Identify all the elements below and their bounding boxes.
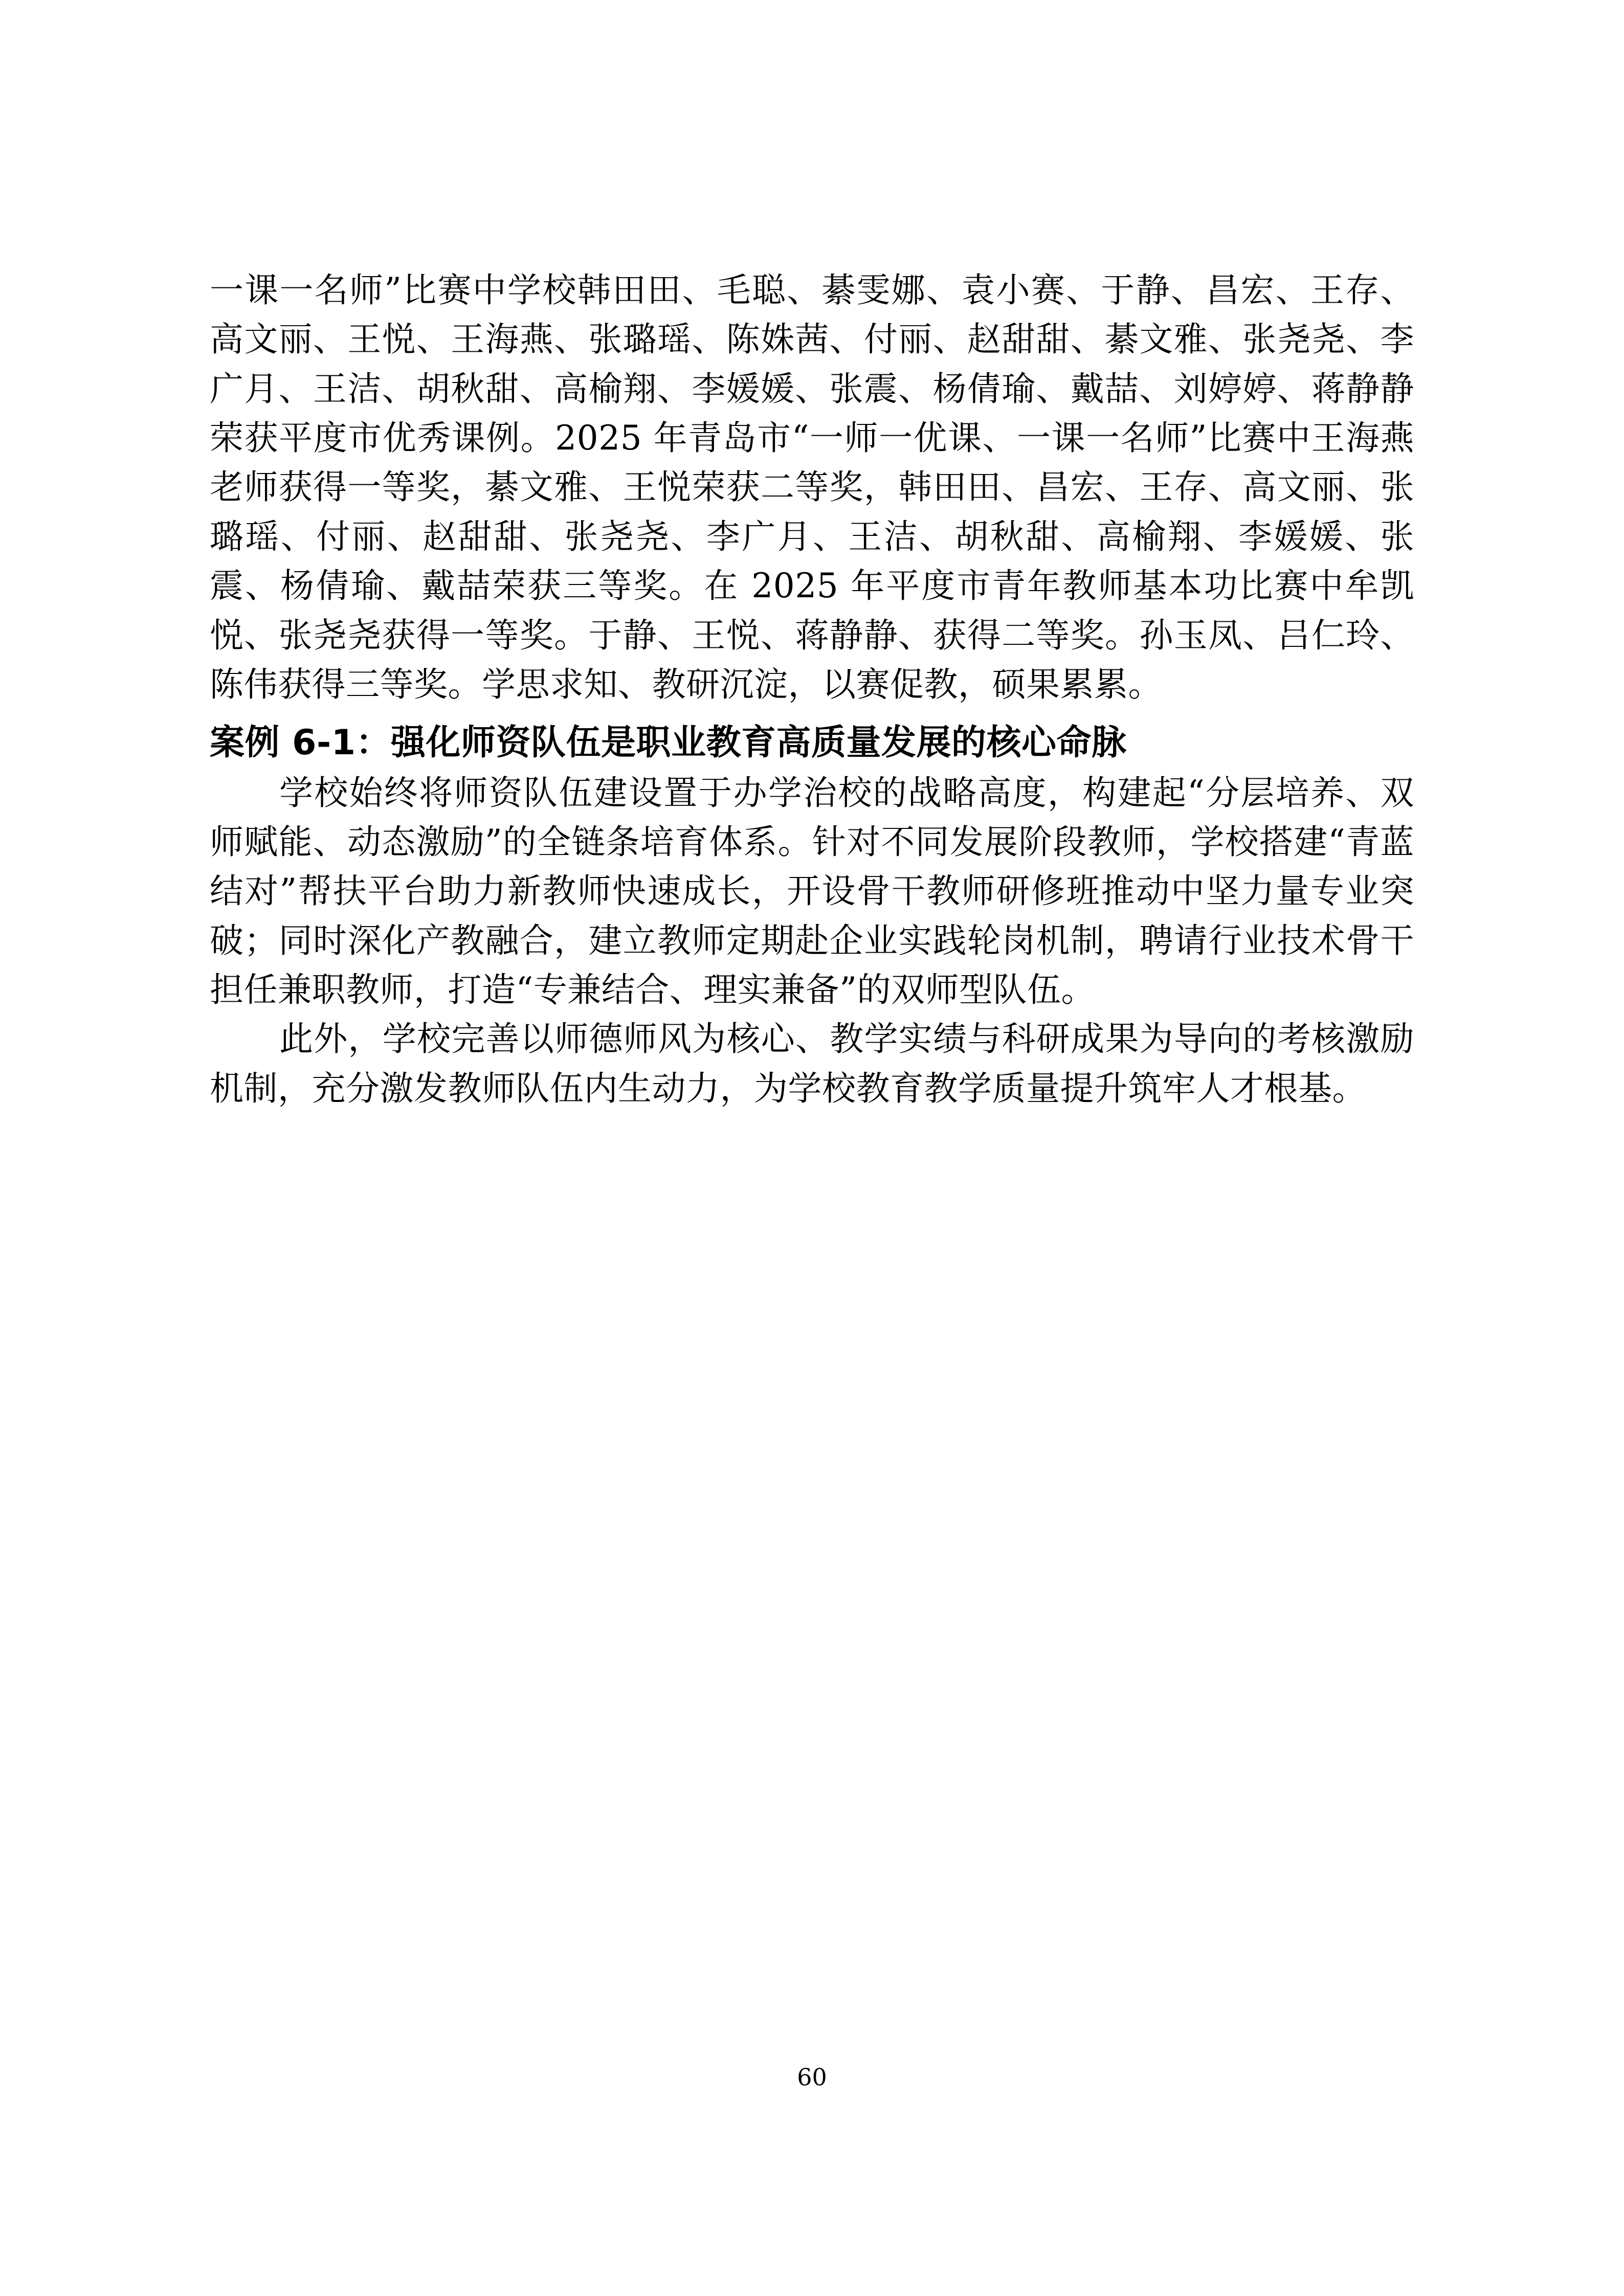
paragraph-spacer xyxy=(210,709,1414,712)
case-heading: 案例 6-1：强化师资队伍是职业教育高质量发展的核心命脉 xyxy=(210,723,1127,763)
paragraph-case-one: 学校始终将师资队伍建设置于办学治校的战略高度，构建起“分层培养、双师赋能、动态激励”的全链条培育体系。针对不同发展阶段教师，学校搭建“青蓝结对”帮扶平台助力新教师快速成长，开设骨干教师研修班推动中坚力量专业突破；同时深化产教融合，建立教师定期赴企业实践轮岗机制，聘请行业技术骨干担任兼职教师，打造“专兼结合、理实兼备”的双师型队伍。 xyxy=(210,773,1414,1009)
page-content xyxy=(210,266,1414,1113)
page-number: 60 xyxy=(797,2063,827,2091)
paragraph-case-two: 此外，学校完善以师德师风为核心、教学实绩与科研成果为导向的考核激励机制，充分激发教师队伍内生动力，为学校教育教学质量提升筑牢人才根基。 xyxy=(210,1019,1414,1108)
paragraph-awards: 一课一名师”比赛中学校韩田田、毛聪、綦雯娜、袁小赛、于静、昌宏、王存、高文丽、王悦、王海燕、张璐瑶、陈姝茜、付丽、赵甜甜、綦文雅、张尧尧、李广月、王洁、胡秋甜、高榆翔、李媛媛、张震、杨倩瑜、戴喆、刘婷婷、蒋静静荣获平度市优秀课例。2025 年青岛市“一师一优课、一课一名师”比赛中王海燕老师获得一等奖，綦文雅、王悦荣获二等奖，韩田田、昌宏、王存、高文丽、张璐瑶、付丽、赵甜甜、张尧尧、李广月、王洁、胡秋甜、高榆翔、李媛媛、张震、杨倩瑜、戴喆荣获三等奖。在 2025 年平度市青年教师基本功比赛中牟凯悦、张尧尧获得一等奖。于静、王悦、蒋静静、获得二等奖。孙玉凤、吕仁玲、陈伟获得三等奖。学思求知、教研沉淀，以赛促教，硕果累累。 xyxy=(210,271,1414,704)
